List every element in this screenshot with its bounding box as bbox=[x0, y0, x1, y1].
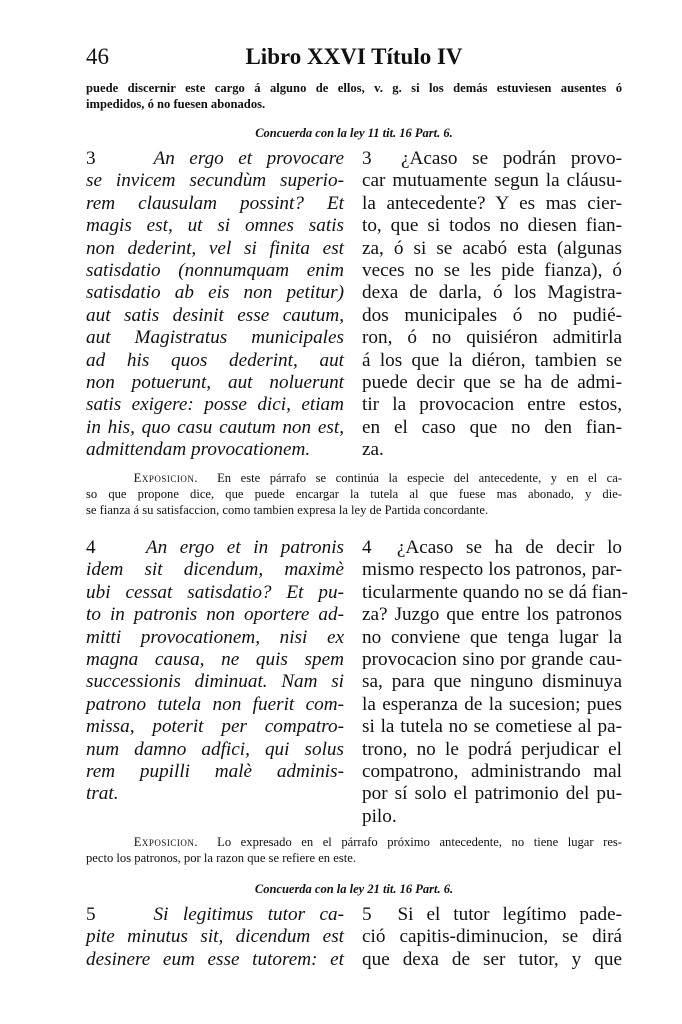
text-line: pilo. bbox=[362, 805, 397, 827]
spanish-column bbox=[362, 148, 622, 462]
text-line: á los que la diéron, tambien se bbox=[362, 349, 622, 371]
text-line: magis est, ut si omnes satis bbox=[86, 215, 344, 237]
exposicion-label: Exposicion. bbox=[133, 835, 199, 849]
latin-column bbox=[86, 904, 344, 971]
text-line bbox=[86, 834, 622, 850]
text-line: que dexa de ser tutor, y que bbox=[362, 948, 622, 970]
text-line: dexa de darla, ó los Magistra- bbox=[362, 282, 622, 304]
paragraph-number: 5 bbox=[86, 904, 96, 925]
paragraph-number: 4 bbox=[86, 537, 96, 558]
text-line: aut satis desinit esse cautum, bbox=[86, 304, 344, 326]
text-line: pite minutus sit, dicendum est bbox=[86, 926, 344, 948]
text-line: satis exigere: posse dici, etiam bbox=[86, 394, 344, 416]
text-line: provocacion sino por grande cau- bbox=[362, 649, 622, 671]
text-line: ticularmente quando no se dá fian- bbox=[362, 581, 628, 603]
text-line: trat. bbox=[86, 783, 119, 805]
text-line: pecto los patronos, por la razon que se refiere en este. bbox=[86, 851, 356, 865]
text-line: en el caso que no den fian- bbox=[362, 416, 622, 438]
text-line: satisdatio (nonnumquam enim bbox=[86, 260, 344, 282]
text-line: se invicem secundùm superio- bbox=[86, 170, 344, 192]
text-line bbox=[86, 904, 344, 926]
text-line: idem sit dicendum, maximè bbox=[86, 559, 344, 581]
text-line bbox=[86, 537, 344, 559]
concordance-note: Concuerda con la ley 21 tit. 16 Part. 6. bbox=[254, 882, 454, 896]
text-line: por sí solo el patrimonio del pu- bbox=[362, 783, 622, 805]
spanish-column bbox=[362, 537, 628, 828]
text-line: num damno adfici, qui solus bbox=[86, 738, 344, 760]
text-line: no conviene que tenga lugar la bbox=[362, 626, 622, 648]
text-line: si la tutela no se cometiese al pa- bbox=[362, 716, 622, 738]
text-line: la esperanza de la sucesion; pues bbox=[362, 693, 622, 715]
text-line: trono, no le podrá perjudicar el bbox=[362, 738, 622, 760]
text-line: dos municipales ó no pudié- bbox=[362, 304, 622, 326]
text-line: admittendam provocationem. bbox=[86, 439, 311, 461]
text-line bbox=[362, 904, 622, 926]
text-line: veces no se les pide fianza), ó bbox=[362, 260, 622, 282]
text-line: rem clausulam possint? Et bbox=[86, 192, 344, 214]
text-line: za, ó si se acabó esta (algunas bbox=[362, 237, 622, 259]
exposicion-block bbox=[86, 470, 622, 518]
carry-over-text bbox=[86, 80, 622, 112]
text-line: rem pupilli malè adminis- bbox=[86, 761, 344, 783]
running-head: Libro XXVI Título IV bbox=[245, 44, 463, 69]
text-line: impedidos, ó no fuesen abonados. bbox=[86, 97, 266, 111]
text-line: An ergo et provocare bbox=[153, 148, 345, 169]
text-line: sa, para que ninguno disminuya bbox=[362, 671, 622, 693]
text-line bbox=[362, 537, 622, 559]
text-line: tir la provocacion entre estos, bbox=[362, 394, 622, 416]
text-line: ¿Acaso se podrán provo- bbox=[401, 148, 622, 169]
text-line: Si legitimus tutor ca- bbox=[153, 904, 345, 925]
text-line: ció capitis-diminucion, se dirá bbox=[362, 926, 622, 948]
text-line bbox=[86, 148, 344, 170]
text-line: la antecedente? Y es mas cier- bbox=[362, 192, 622, 214]
text-line: non potuerunt, aut noluerunt bbox=[86, 372, 344, 394]
text-line: za? Juzgo que entre los patronos bbox=[362, 604, 622, 626]
latin-column bbox=[86, 537, 344, 806]
concordance-note: Concuerda con la ley 11 tit. 16 Part. 6. bbox=[255, 126, 453, 140]
latin-column bbox=[86, 148, 344, 462]
text-line: to in patronis non oportere ad- bbox=[86, 604, 344, 626]
paragraph-number: 4 bbox=[362, 537, 372, 558]
text-line: satisdatio ab eis non petitur) bbox=[86, 282, 344, 304]
text-line: Lo expresado en el párrafo próximo antecedente, no tiene lugar res- bbox=[217, 835, 623, 849]
spanish-column bbox=[362, 904, 622, 971]
paragraph-number: 5 bbox=[362, 904, 372, 925]
paragraph-number: 3 bbox=[86, 148, 96, 169]
text-line bbox=[86, 470, 622, 486]
text-line: se fianza á su satisfaccion, como tambien expresa la ley de Partida concordante. bbox=[86, 503, 489, 517]
text-line: En este párrafo se continúa la especie del antecedente, y en el ca- bbox=[217, 471, 623, 485]
text-line: successionis diminuat. Nam si bbox=[86, 671, 344, 693]
text-line: mitti provocationem, nisi ex bbox=[86, 626, 344, 648]
page-header bbox=[86, 44, 622, 70]
exposicion-label: Exposicion. bbox=[133, 471, 199, 485]
text-line: so que propone dice, que puede encargar la tutela al que fuese mas abonado, y die- bbox=[86, 487, 622, 501]
text-line: ¿Acaso se ha de decir lo bbox=[396, 537, 622, 558]
text-line: puede decir que se ha de admi- bbox=[362, 372, 622, 394]
text-line: patrono tutela non fuerit com- bbox=[86, 693, 344, 715]
text-line: magna causa, ne quis spem bbox=[86, 649, 344, 671]
text-line: missa, poterit per compatro- bbox=[86, 716, 344, 738]
text-line: puede discernir este cargo á alguno de ellos, v. g. si los demás estuviesen ausentes ó bbox=[86, 81, 622, 95]
text-line: desinere eum esse tutorem: et bbox=[86, 948, 344, 970]
text-line: compatrono, administrando mal bbox=[362, 761, 622, 783]
text-line: aut Magistratus municipales bbox=[86, 327, 344, 349]
text-line: ubi cessat satisdatio? Et pu- bbox=[86, 581, 344, 603]
text-line: An ergo et in patronis bbox=[145, 537, 344, 558]
exposicion-block bbox=[86, 834, 622, 866]
text-line: car mutuamente segun la cláusu- bbox=[362, 170, 622, 192]
text-line: in his, quo casu cautum non est, bbox=[86, 416, 344, 438]
text-line: mismo respecto los patronos, par- bbox=[362, 559, 622, 581]
paragraph-number: 3 bbox=[362, 148, 372, 169]
text-line: to, que si todos no diesen fian- bbox=[362, 215, 622, 237]
text-line: za. bbox=[362, 439, 384, 461]
text-line: non dederint, vel si finita est bbox=[86, 237, 344, 259]
text-line: ad his quos dederint, aut bbox=[86, 349, 344, 371]
text-line: Si el tutor legítimo pade- bbox=[397, 904, 622, 925]
text-line bbox=[362, 148, 622, 170]
page-number: 46 bbox=[86, 44, 109, 69]
text-line: ron, ó no quisiéron admitirla bbox=[362, 327, 622, 349]
